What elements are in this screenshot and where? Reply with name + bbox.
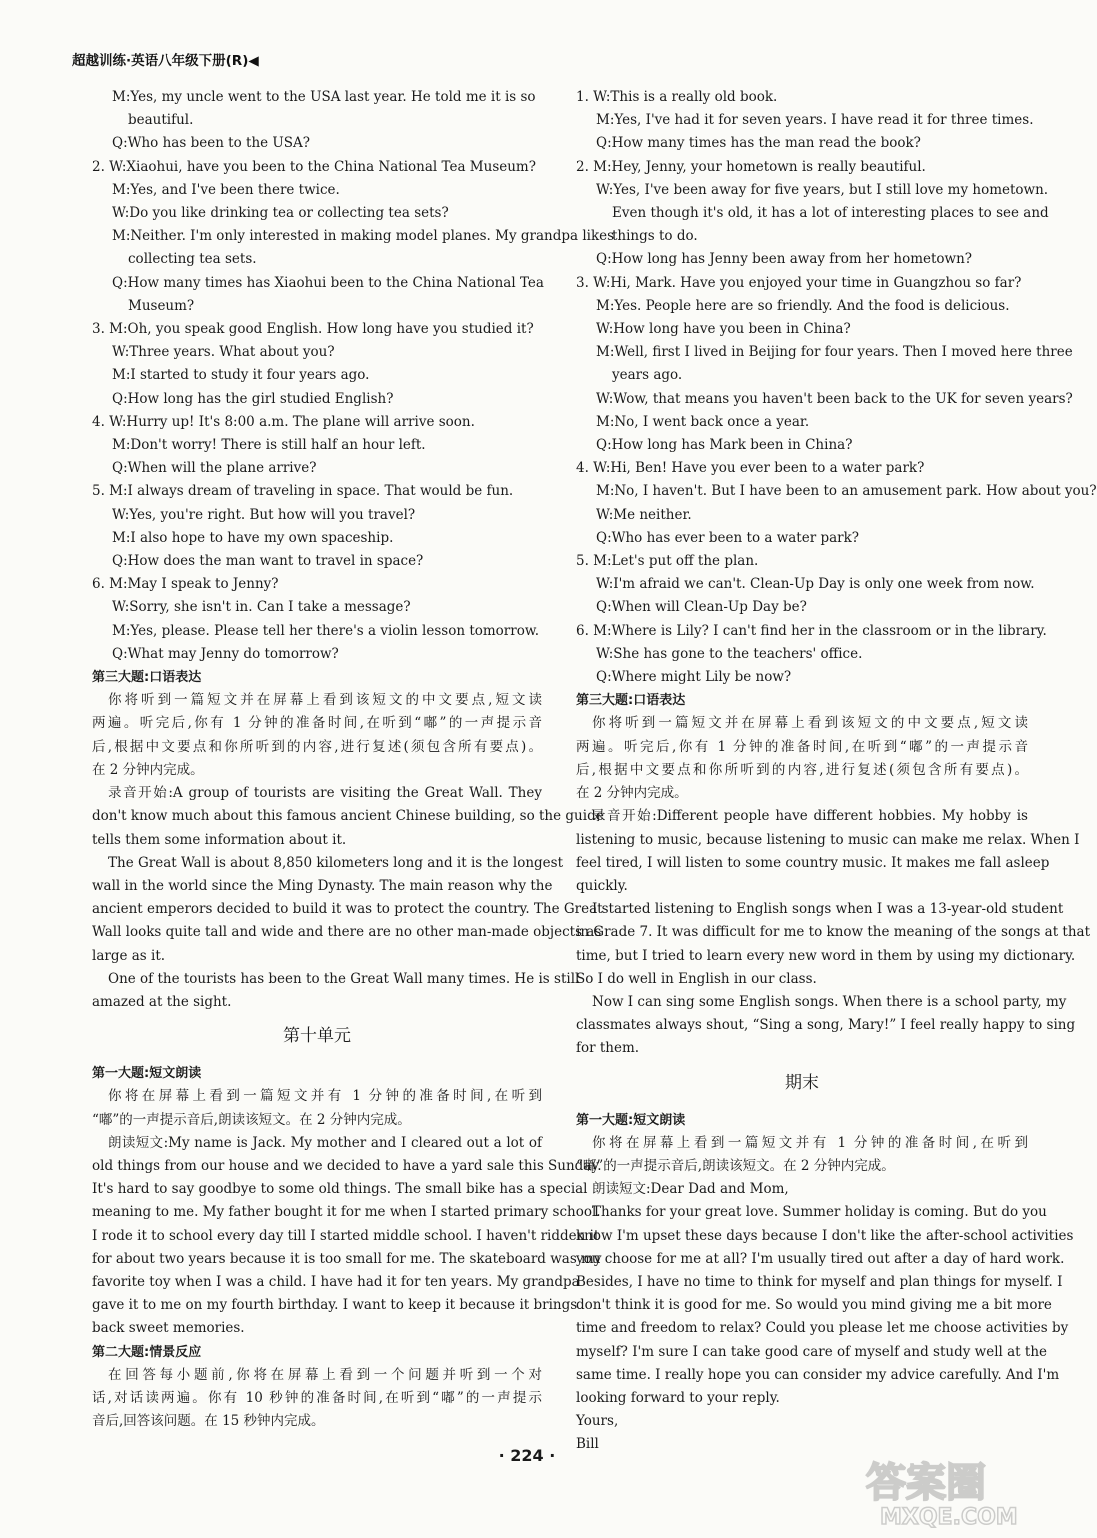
paragraph-line: tells them some information about it. bbox=[92, 831, 347, 848]
dialogue-line: Q:How long has Jenny been away from her hometown? bbox=[596, 251, 973, 268]
paragraph-line: I rode it to school every day till I started middle school. I haven't ridden it bbox=[92, 1227, 600, 1244]
paragraph-line: for about two years because it is too small for me. The skateboard was my bbox=[92, 1250, 602, 1267]
paragraph-line: “嘟”的一声提示音后,朗读该短文。在 2 分钟内完成。 bbox=[92, 1111, 411, 1128]
section-heading: 第三大题:口语表达 bbox=[576, 693, 686, 709]
paragraph-line: 话,对话读两遍。你有 10 秒钟的准备时间,在听到“嘟”的一声提示 bbox=[92, 1389, 542, 1406]
paragraph-line: The Great Wall is about 8,850 kilometers long and it is the longest bbox=[108, 854, 564, 871]
paragraph-line: 朗读短文:My name is Jack. My mother and I cleared out a lot of bbox=[108, 1134, 542, 1151]
dialogue-line: 1. W:This is a really old book. bbox=[576, 89, 778, 105]
dialogue-line: years ago. bbox=[612, 367, 683, 384]
paragraph-line: time, but I tried to learn every new word in them by using my dictionary. bbox=[576, 947, 1076, 964]
dialogue-line: W:She has gone to the teachers' office. bbox=[596, 645, 863, 662]
dialogue-line: 5. M:I always dream of traveling in space. That would be fun. bbox=[92, 483, 514, 500]
dialogue-line: Q:How long has Mark been in China? bbox=[596, 437, 853, 454]
section-heading: 第三大题:口语表达 bbox=[92, 670, 202, 686]
dialogue-line: M:No, I haven't. But I have been to an amusement park. How about you? bbox=[596, 483, 1097, 500]
book-header: 超越训练·英语八年级下册(R)◀ bbox=[72, 53, 259, 69]
watermark-url: MXQE.COM bbox=[880, 1505, 1018, 1530]
paragraph-line: Now I can sing some English songs. When there is a school party, my bbox=[592, 993, 1067, 1010]
section-heading: 第一大题:短文朗读 bbox=[92, 1066, 202, 1082]
dialogue-line: Yours, bbox=[576, 1413, 619, 1430]
paragraph-line: 在 2 分钟内完成。 bbox=[576, 785, 688, 802]
paragraph-line: old things from our house and we decided to have a yard sale this Sunday. bbox=[92, 1157, 602, 1174]
dialogue-line: W:How long have you been in China? bbox=[596, 321, 851, 338]
paragraph-line: time and freedom to relax? Could you please let me choose activities by bbox=[576, 1320, 1069, 1337]
paragraph-line: back sweet memories. bbox=[92, 1320, 245, 1337]
dialogue-line: M:Yes, and I've been there twice. bbox=[112, 181, 340, 198]
paragraph-line: “嘟”的一声提示音后,朗读该短文。在 2 分钟内完成。 bbox=[576, 1157, 895, 1174]
paragraph-line: myself? I'm sure I can take good care of myself and study well at the bbox=[576, 1343, 1048, 1360]
paragraph-line: 你将在屏幕上看到一篇短文并有 1 分钟的准备时间,在听到 bbox=[108, 1088, 542, 1105]
dialogue-line: beautiful. bbox=[128, 112, 194, 129]
paragraph-line: quickly. bbox=[576, 877, 628, 894]
dialogue-line: M:Yes, my uncle went to the USA last year. He told me it is so bbox=[112, 89, 536, 105]
dialogue-line: things to do. bbox=[612, 228, 698, 245]
paragraph-line: don't know much about this famous ancient Chinese building, so the guide bbox=[92, 808, 604, 825]
dialogue-line: W:Three years. What about you? bbox=[112, 344, 335, 361]
paragraph-line: 在 2 分钟内完成。 bbox=[92, 761, 204, 778]
paragraph-line: for them. bbox=[576, 1040, 640, 1057]
paragraph-line: It's hard to say goodbye to some old things. The small bike has a special bbox=[92, 1181, 588, 1198]
paragraph-line: ancient emperors decided to build it was to protect the country. The Great bbox=[92, 901, 603, 918]
dialogue-line: Q:When will Clean-Up Day be? bbox=[596, 599, 807, 616]
dialogue-line: 3. W:Hi, Mark. Have you enjoyed your time in Guangzhou so far? bbox=[576, 274, 1022, 291]
paragraph-line: I started listening to English songs when I was a 13-year-old student bbox=[592, 901, 1064, 918]
paragraph-line: Besides, I have no time to think for myself and plan things for myself. I bbox=[576, 1273, 1063, 1290]
paragraph-line: feel tired, I will listen to some country music. It makes me fall asleep bbox=[576, 854, 1050, 871]
paragraph-line: looking forward to your reply. bbox=[576, 1389, 780, 1406]
section-heading: 第一大题:短文朗读 bbox=[576, 1112, 686, 1128]
dialogue-line: Q:What may Jenny do tomorrow? bbox=[112, 645, 339, 662]
dialogue-line: M:I started to study it four years ago. bbox=[112, 367, 370, 384]
dialogue-line: 4. W:Hurry up! It's 8:00 a.m. The plane will arrive soon. bbox=[92, 413, 475, 430]
section-heading: 第二大题:情景反应 bbox=[92, 1344, 202, 1360]
dialogue-line: Q:How does the man want to travel in space? bbox=[112, 553, 424, 570]
dialogue-line: 2. M:Hey, Jenny, your hometown is really beautiful. bbox=[576, 158, 926, 175]
paragraph-line: wall in the world since the Ming Dynasty. The main reason why the bbox=[92, 877, 553, 894]
paragraph-line: 你将听到一篇短文并在屏幕上看到该短文的中文要点,短文读 bbox=[108, 692, 542, 709]
dialogue-line: 3. M:Oh, you speak good English. How long have you studied it? bbox=[92, 321, 534, 338]
dialogue-line: W:Yes, I've been away for five years, but I still love my hometown. bbox=[596, 181, 1049, 198]
dialogue-line: 6. M:Where is Lily? I can't find her in the classroom or in the library. bbox=[576, 622, 1047, 639]
paragraph-line: 在回答每小题前,你将在屏幕上看到一个问题并听到一个对 bbox=[108, 1366, 542, 1383]
paragraph-line: don't think it is good for me. So would you mind giving me a bit more bbox=[576, 1297, 1052, 1314]
dialogue-line: 6. M:May I speak to Jenny? bbox=[92, 576, 279, 593]
dialogue-line: Even though it's old, it has a lot of interesting places to see and bbox=[612, 205, 1049, 222]
dialogue-line: Q:Who has ever been to a water park? bbox=[596, 529, 860, 546]
dialogue-line: W:Do you like drinking tea or collecting tea sets? bbox=[112, 205, 449, 222]
dialogue-line: 5. M:Let's put off the plan. bbox=[576, 553, 759, 570]
paragraph-line: 朗读短文:Dear Dad and Mom, bbox=[592, 1181, 789, 1198]
paragraph-line: 你将听到一篇短文并在屏幕上看到该短文的中文要点,短文读 bbox=[592, 715, 1028, 732]
paragraph-line: 后,根据中文要点和你所听到的内容,进行复述(须包含所有要点)。 bbox=[576, 761, 1028, 778]
dialogue-line: M:Yes, please. Please tell her there's a violin lesson tomorrow. bbox=[112, 622, 540, 639]
dialogue-line: W:Sorry, she isn't in. Can I take a message? bbox=[112, 599, 411, 616]
dialogue-line: W:I'm afraid we can't. Clean-Up Day is only one week from now. bbox=[596, 576, 1035, 593]
dialogue-line: W:Me neither. bbox=[596, 506, 692, 523]
dialogue-line: Q:How many times has the man read the book? bbox=[596, 135, 921, 152]
paragraph-line: classmates always shout, “Sing a song, Mary!” I feel really happy to sing bbox=[576, 1017, 1076, 1034]
dialogue-line: M:No, I went back once a year. bbox=[596, 413, 810, 430]
paragraph-line: 后,根据中文要点和你所听到的内容,进行复述(须包含所有要点)。 bbox=[92, 738, 542, 755]
paragraph-line: One of the tourists has been to the Great Wall many times. He is still bbox=[108, 970, 580, 987]
paragraph-line: 音后,回答该问题。在 15 秒钟内完成。 bbox=[92, 1413, 325, 1430]
dialogue-line: Bill bbox=[576, 1436, 599, 1453]
unit-title: 期末 bbox=[785, 1072, 819, 1093]
paragraph-line: know I'm upset these days because I don't like the after-school activities bbox=[576, 1227, 1074, 1244]
dialogue-line: M:I also hope to have my own spaceship. bbox=[112, 529, 394, 546]
dialogue-line: M:Well, first I lived in Beijing for four years. Then I moved here three bbox=[596, 344, 1073, 361]
paragraph-line: favorite toy when I was a child. I have had it for ten years. My grandpa bbox=[92, 1273, 580, 1290]
watermark-logo bbox=[858, 1452, 1038, 1530]
paragraph-line: Thanks for your great love. Summer holiday is coming. But do you bbox=[592, 1204, 1047, 1221]
paragraph-line: meaning to me. My father bought it for me when I started primary school. bbox=[92, 1204, 601, 1221]
dialogue-line: W:Wow, that means you haven't been back to the UK for seven years? bbox=[596, 390, 1073, 407]
dialogue-line: Museum? bbox=[128, 297, 195, 314]
dialogue-line: M:Don't worry! There is still half an hour left. bbox=[112, 437, 426, 454]
paragraph-line: listening to music, because listening to music can make me relax. When I bbox=[576, 831, 1080, 848]
paragraph-line: 你将在屏幕上看到一篇短文并有 1 分钟的准备时间,在听到 bbox=[592, 1134, 1028, 1151]
dialogue-line: W:Yes, you're right. But how will you travel? bbox=[112, 506, 416, 523]
page-number: · 224 · bbox=[498, 1446, 556, 1465]
paragraph-line: large as it. bbox=[92, 947, 166, 964]
paragraph-line: 两遍。听完后,你有 1 分钟的准备时间,在听到“嘟”的一声提示音 bbox=[576, 738, 1028, 755]
dialogue-line: Q:Where might Lily be now? bbox=[596, 669, 792, 686]
unit-title: 第十单元 bbox=[283, 1026, 351, 1047]
paragraph-line: amazed at the sight. bbox=[92, 993, 232, 1010]
paragraph-line: 两遍。听完后,你有 1 分钟的准备时间,在听到“嘟”的一声提示音 bbox=[92, 715, 542, 732]
dialogue-line: M:Yes, I've had it for seven years. I have read it for three times. bbox=[596, 112, 1034, 129]
right-column bbox=[576, 86, 1097, 1457]
paragraph-line: in Grade 7. It was difficult for me to know the meaning of the songs at that bbox=[576, 924, 1091, 941]
dialogue-line: Q:How many times has Xiaohui been to the China National Tea bbox=[112, 274, 544, 291]
dialogue-line: Q:When will the plane arrive? bbox=[112, 460, 317, 477]
paragraph-line: 录音开始:Different people have different hobbies. My hobby is bbox=[592, 808, 1028, 825]
watermark-text: 答案圈 bbox=[866, 1460, 986, 1506]
dialogue-line: 2. W:Xiaohui, have you been to the China National Tea Museum? bbox=[92, 158, 536, 175]
dialogue-line: Q:How long has the girl studied English? bbox=[112, 390, 394, 407]
paragraph-line: gave it to me on my fourth birthday. I want to keep it because it brings bbox=[92, 1297, 578, 1314]
dialogue-line: Q:Who has been to the USA? bbox=[112, 135, 311, 152]
paragraph-line: same time. I really hope you can consider my advice carefully. And I'm bbox=[576, 1366, 1060, 1383]
paragraph-line: 录音开始:A group of tourists are visiting the Great Wall. They bbox=[108, 785, 542, 802]
paragraph-line: Wall looks quite tall and wide and there are no other man-made objects as bbox=[92, 924, 602, 941]
paragraph-line: you choose for me at all? I'm usually tired out after a day of hard work. bbox=[576, 1250, 1065, 1267]
dialogue-line: M:Yes. People here are so friendly. And the food is delicious. bbox=[596, 297, 1010, 314]
dialogue-line: 4. W:Hi, Ben! Have you ever been to a water park? bbox=[576, 460, 925, 477]
paragraph-line: So I do well in English in our class. bbox=[576, 970, 817, 987]
dialogue-line: M:Neither. I'm only interested in making model planes. My grandpa likes bbox=[112, 228, 615, 245]
dialogue-line: collecting tea sets. bbox=[128, 251, 257, 268]
